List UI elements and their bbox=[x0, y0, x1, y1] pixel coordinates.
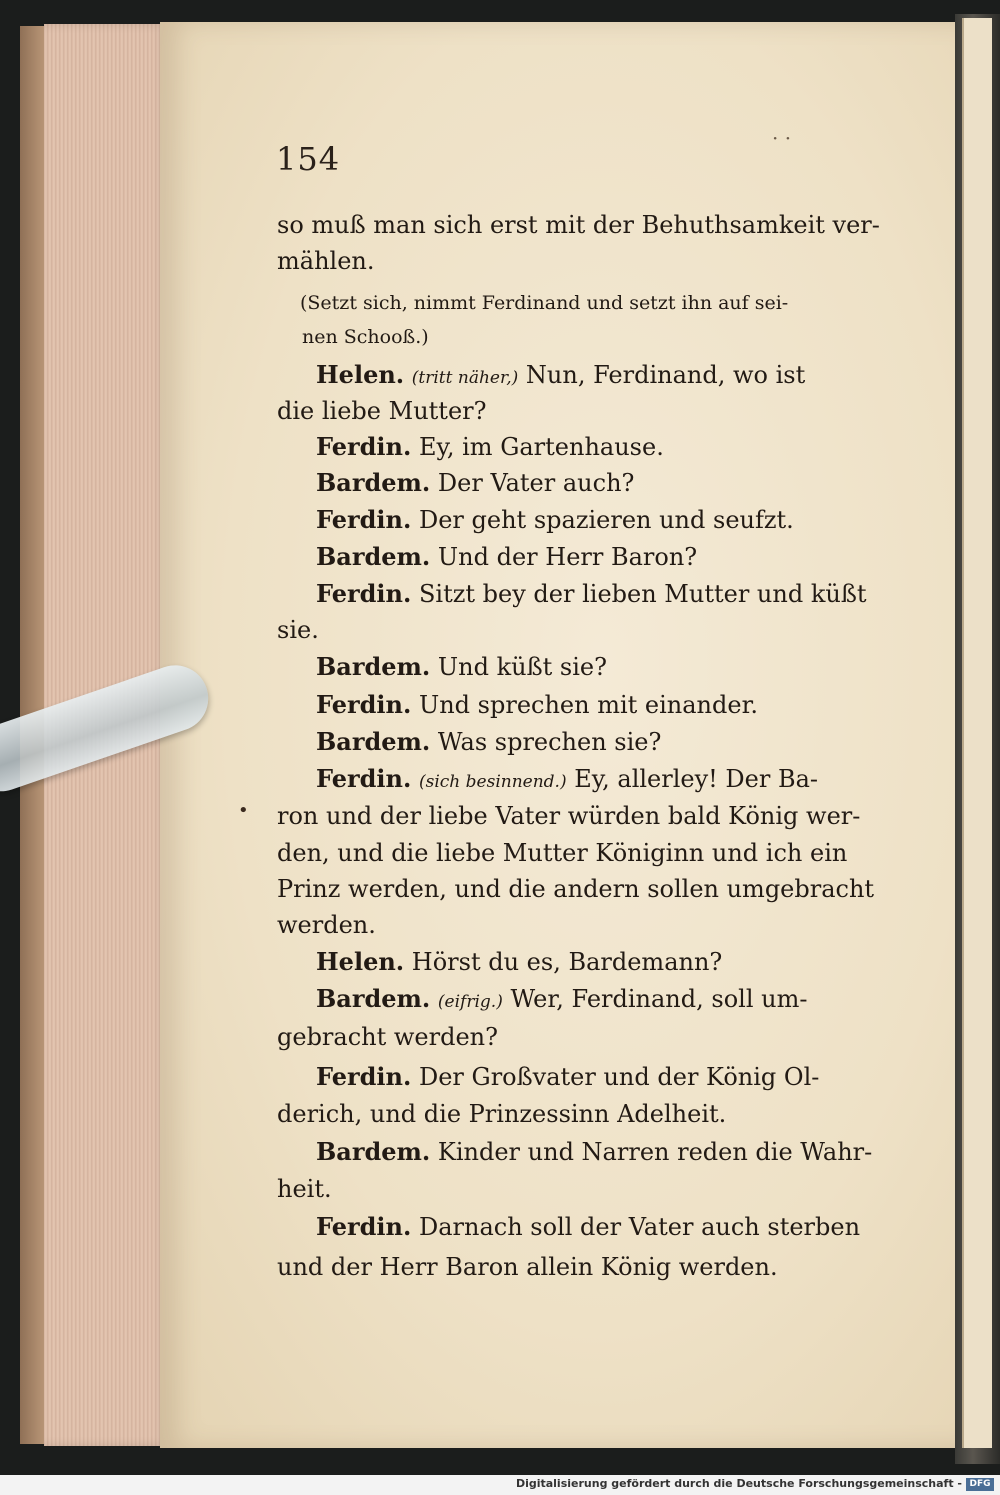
text-line: ron und der liebe Vater würden bald König wer- bbox=[277, 802, 861, 830]
stage-direction: (sich besinnend.) bbox=[418, 772, 567, 792]
dialogue-text: Kinder und Narren reden die Wahr- bbox=[437, 1138, 873, 1166]
dialogue-text: Und sprechen mit einander. bbox=[418, 691, 759, 719]
dialogue-line bbox=[316, 430, 916, 464]
stage-direction: nen Schooß.) bbox=[302, 326, 429, 348]
text-line: Prinz werden, und die andern sollen umgebracht bbox=[277, 875, 875, 903]
text-line: und der Herr Baron allein König werden. bbox=[277, 1253, 778, 1281]
dialogue-text: Der Vater auch? bbox=[437, 469, 635, 497]
dialogue-line bbox=[316, 1135, 916, 1169]
dialogue-text: Was sprechen sie? bbox=[437, 728, 662, 756]
footer-credit: Digitalisierung gefördert durch die Deutsche Forschungsgemeinschaft - bbox=[515, 1477, 962, 1490]
dialogue-line bbox=[316, 466, 916, 500]
speaker-name: Bardem. bbox=[316, 468, 431, 497]
dialogue-text: Wer, Ferdinand, soll um- bbox=[510, 985, 808, 1013]
speaker-name: Ferdin. bbox=[316, 764, 412, 793]
speaker-name: Bardem. bbox=[316, 727, 431, 756]
text-line: heit. bbox=[277, 1175, 332, 1203]
dialogue-line bbox=[316, 688, 916, 722]
dialogue-line bbox=[316, 650, 916, 684]
dialogue-line bbox=[316, 540, 916, 574]
dialogue-line bbox=[316, 577, 916, 611]
text-line: derich, und die Prinzessinn Adelheit. bbox=[277, 1100, 727, 1128]
speaker-name: Helen. bbox=[316, 947, 405, 976]
text-line: die liebe Mutter? bbox=[277, 397, 487, 425]
text-line: sie. bbox=[277, 616, 319, 644]
text-line: werden. bbox=[277, 911, 376, 939]
dfg-logo: DFG bbox=[966, 1478, 994, 1491]
speaker-name: Ferdin. bbox=[316, 690, 412, 719]
text-line: mählen. bbox=[277, 247, 375, 275]
dialogue-line bbox=[316, 725, 916, 759]
dialogue-text: Sitzt bey der lieben Mutter und küßt bbox=[418, 580, 867, 608]
dialogue-text: Ey, allerley! Der Ba- bbox=[574, 765, 819, 793]
dialogue-text: Hörst du es, Bardemann? bbox=[411, 948, 723, 976]
speaker-name: Bardem. bbox=[316, 984, 431, 1013]
dialogue-text: Und küßt sie? bbox=[437, 653, 607, 681]
speaker-name: Helen. bbox=[316, 360, 405, 389]
margin-mark: • bbox=[238, 800, 249, 821]
stage-direction: (eifrig.) bbox=[437, 992, 503, 1012]
dialogue-line bbox=[316, 762, 916, 799]
stage-direction: (Setzt sich, nimmt Ferdinand und setzt ihn auf sei- bbox=[300, 292, 789, 314]
dialogue-text: Nun, Ferdinand, wo ist bbox=[525, 361, 806, 389]
speaker-name: Ferdin. bbox=[316, 1062, 412, 1091]
speaker-name: Ferdin. bbox=[316, 579, 412, 608]
dialogue-line bbox=[316, 982, 916, 1019]
dialogue-line bbox=[316, 1210, 916, 1244]
dialogue-line bbox=[316, 503, 916, 537]
speaker-name: Ferdin. bbox=[316, 432, 412, 461]
stage-direction: (tritt näher,) bbox=[411, 368, 519, 388]
dialogue-text: Und der Herr Baron? bbox=[437, 543, 698, 571]
text-line: den, und die liebe Mutter Königinn und ich ein bbox=[277, 839, 848, 867]
text-line: gebracht werden? bbox=[277, 1023, 498, 1051]
speaker-name: Bardem. bbox=[316, 542, 431, 571]
dialogue-line bbox=[316, 358, 916, 395]
page-number: 154 bbox=[276, 140, 341, 178]
speaker-name: Ferdin. bbox=[316, 1212, 412, 1241]
speaker-name: Bardem. bbox=[316, 1137, 431, 1166]
page-mark: · · bbox=[772, 126, 792, 150]
speaker-name: Ferdin. bbox=[316, 505, 412, 534]
speaker-name: Bardem. bbox=[316, 652, 431, 681]
dialogue-text: Ey, im Gartenhause. bbox=[418, 433, 664, 461]
dialogue-text: Der Großvater und der König Ol- bbox=[418, 1063, 820, 1091]
dialogue-text: Der geht spazieren und seufzt. bbox=[418, 506, 794, 534]
dialogue-line bbox=[316, 1060, 916, 1094]
dialogue-line bbox=[316, 945, 916, 979]
dialogue-text: Darnach soll der Vater auch sterben bbox=[418, 1213, 861, 1241]
text-line: so muß man sich erst mit der Behuthsamkeit ver- bbox=[277, 211, 880, 239]
footer-bar bbox=[0, 1475, 1000, 1495]
